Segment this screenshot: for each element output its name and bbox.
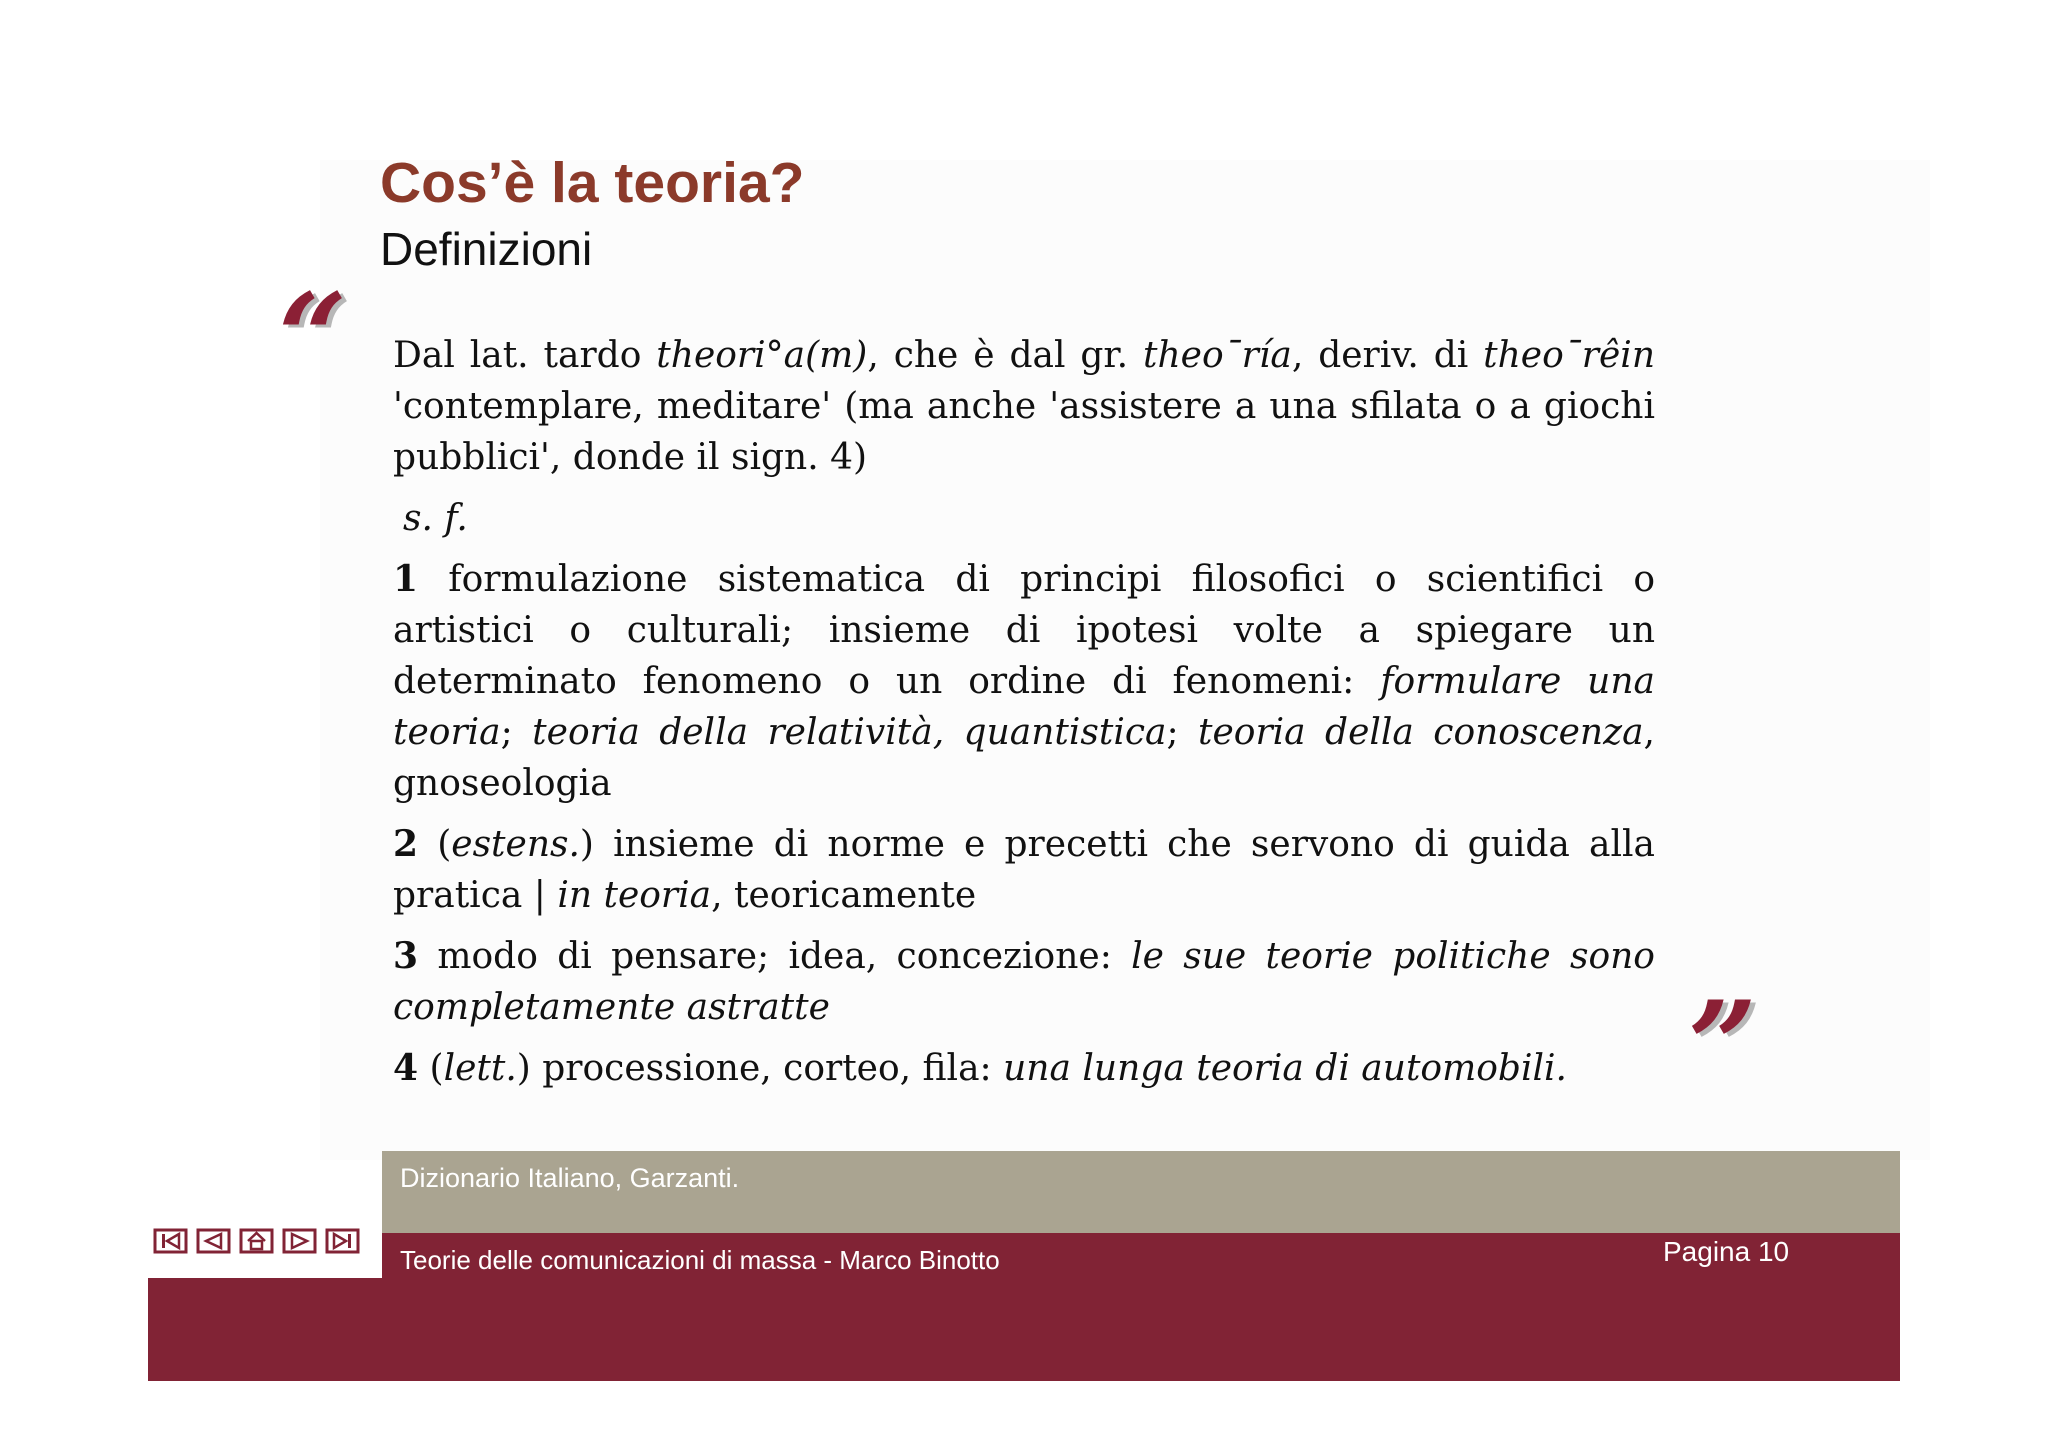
sense-1: 1 formulazione sistematica di principi filosofici o scientifici o artistici o culturali; insieme di ipotesi volte a spiegare un determinato fenomeno o un ordine di fenomeni: formulare una teoria; teoria della relatività, quantistica; teoria della conoscenza, gnoseologia xyxy=(393,558,1655,804)
last-slide-icon[interactable] xyxy=(325,1228,360,1254)
course-footer: Teorie delle comunicazioni di massa - Marco Binotto xyxy=(400,1245,1000,1275)
etymology: Dal lat. tardo theori°a(m), che è dal gr. theo¯ría, deriv. di theo¯rêin 'contemplare, meditare' (ma anche 'assistere a una sfilata o a giochi pubblici', donde il sign. 4) xyxy=(393,335,1655,478)
definition-block xyxy=(393,330,1655,1104)
sense-3: 3 modo di pensare; idea, concezione: le sue teorie politiche sono completamente astratte xyxy=(393,935,1655,1028)
slide-navigation xyxy=(153,1228,360,1264)
sense-2: 2 (estens.) insieme di norme e precetti che servono di guida alla pratica | in teoria, teoricamente xyxy=(393,823,1655,916)
open-quote-icon: “ xyxy=(278,267,348,408)
source-citation: Dizionario Italiano, Garzanti. xyxy=(400,1163,740,1193)
slide-subtitle: Definizioni xyxy=(380,223,593,275)
next-slide-icon[interactable] xyxy=(282,1228,317,1254)
page-number: Pagina 10 xyxy=(1663,1236,1790,1267)
grammar-label: s. f. xyxy=(403,498,468,539)
slide-title: Cos’è la teoria? xyxy=(380,151,805,215)
home-icon[interactable] xyxy=(239,1228,274,1254)
close-quote-icon: ” xyxy=(1688,975,1758,1116)
sense-4: 4 (lett.) processione, corteo, fila: una lunga teoria di automobili. xyxy=(393,1047,1567,1089)
first-slide-icon[interactable] xyxy=(153,1228,188,1254)
previous-slide-icon[interactable] xyxy=(196,1228,231,1254)
